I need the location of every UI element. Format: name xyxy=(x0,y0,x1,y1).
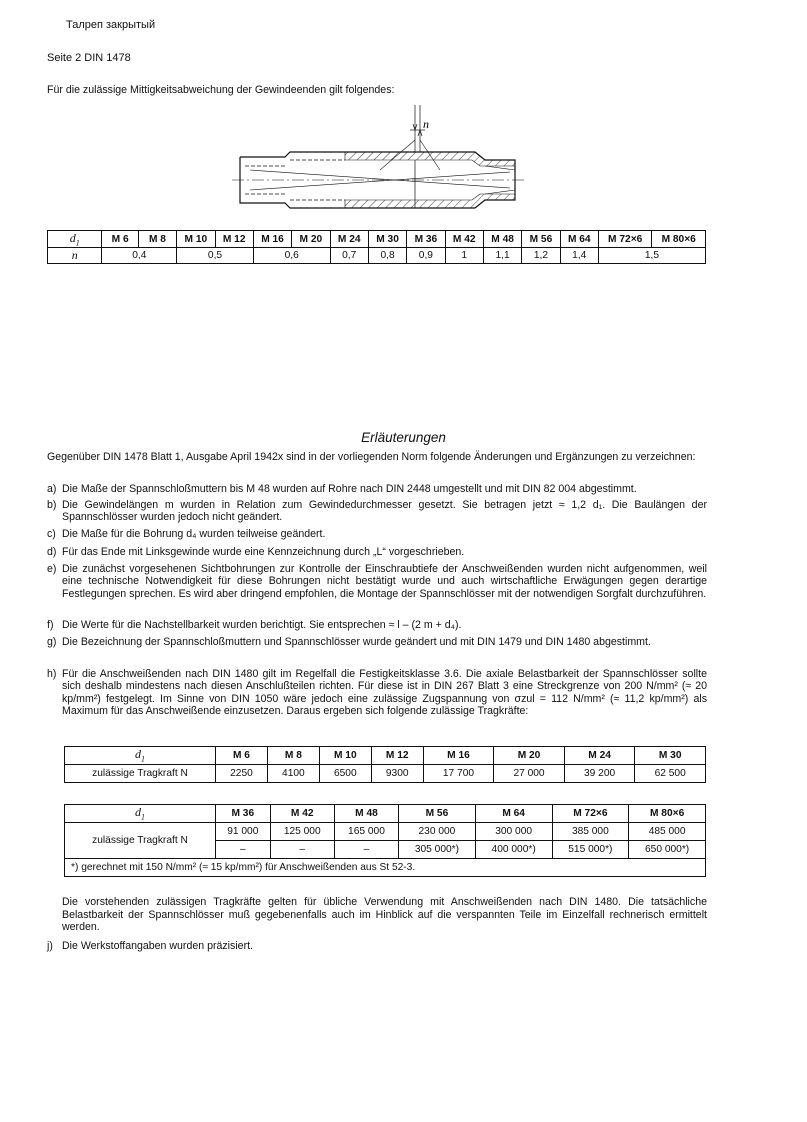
table-row xyxy=(65,859,706,877)
value-cell: 305 000*) xyxy=(399,841,476,859)
value-cell: 650 000*) xyxy=(629,841,706,859)
size-cell: M 64 xyxy=(475,805,552,823)
size-cell: M 24 xyxy=(564,747,635,765)
list-item: a) Die Maße der Spannschloßmuttern bis M 48 wurden auf Rohre nach DIN 2448 umgestellt und mit DIN 82 004 abgestimmt. xyxy=(47,483,637,495)
header-d1: $d_1$ xyxy=(48,231,102,248)
table-footnote: *) gerechnet mit 150 N/mm² (≈ 15 kp/mm²) für Anschweißenden aus St 52-3. xyxy=(65,859,706,877)
n-value: 1,2 xyxy=(522,248,560,264)
list-item: c) Die Maße für die Bohrung d₄ wurden teilweise geändert. xyxy=(47,528,326,540)
size-cell: M 6 xyxy=(102,231,138,248)
table-row xyxy=(48,231,706,248)
size-cell: M 8 xyxy=(267,747,319,765)
size-cell: M 20 xyxy=(292,231,330,248)
n-value: 0,5 xyxy=(177,248,254,264)
value-cell: 4100 xyxy=(267,765,319,783)
value-cell: 300 000 xyxy=(475,823,552,841)
n-value: 0,8 xyxy=(368,248,406,264)
size-cell: M 12 xyxy=(215,231,253,248)
list-item: g) Die Bezeichnung der Spannschloßmuttern und Spannschlösser wurde geändert und mit DIN 1479 und DIN 1480 abgestimmt. xyxy=(47,636,651,648)
value-cell: 165 000 xyxy=(334,823,398,841)
size-cell: M 10 xyxy=(319,747,371,765)
list-item: b) Die Gewindelängen m wurden in Relation zum Gewindedurchmesser gesetzt. Sie betragen jetzt ≈ 1,2 d₁. Die Baulängen der Spannschlösser wurden jedoch nicht geändert. xyxy=(47,499,707,524)
table-row xyxy=(65,765,706,783)
size-cell: M 30 xyxy=(368,231,406,248)
n-value: 1,4 xyxy=(560,248,598,264)
size-cell: M 16 xyxy=(423,747,494,765)
size-cell: M 24 xyxy=(330,231,368,248)
turnbuckle-drawing xyxy=(230,100,530,210)
header-n: n xyxy=(48,248,102,264)
table-row xyxy=(65,823,706,841)
size-cell: M 12 xyxy=(371,747,423,765)
n-value: 1 xyxy=(445,248,483,264)
size-cell: M 6 xyxy=(216,747,268,765)
value-cell: 91 000 xyxy=(216,823,271,841)
load-table-large xyxy=(64,804,706,877)
table-row xyxy=(65,805,706,823)
value-cell: 385 000 xyxy=(552,823,629,841)
header-d1: $d_1$ xyxy=(65,805,216,823)
n-value: 0,9 xyxy=(407,248,445,264)
size-cell: M 36 xyxy=(407,231,445,248)
value-cell: 485 000 xyxy=(629,823,706,841)
section-heading: Erläuterungen xyxy=(361,430,446,445)
size-cell: M 30 xyxy=(635,747,706,765)
n-value: 0,6 xyxy=(253,248,330,264)
list-item: f) Die Werte für die Nachstellbarkeit wurden berichtigt. Sie entsprechen ≈ l – (2 m + d₄). xyxy=(47,619,462,631)
header-d1: $d_1$ xyxy=(65,747,216,765)
list-item: d) Für das Ende mit Linksgewinde wurde eine Kennzeichnung durch „L“ vorgeschrieben. xyxy=(47,546,465,558)
n-value: 0,7 xyxy=(330,248,368,264)
page-reference: Seite 2 DIN 1478 xyxy=(47,52,131,64)
n-value: 1,1 xyxy=(483,248,521,264)
list-item: j) Die Werkstoffangaben wurden präzisiert. xyxy=(47,940,253,952)
size-cell: M 48 xyxy=(483,231,521,248)
after-table-text: Die vorstehenden zulässigen Tragkräfte gelten für übliche Verwendung mit Anschweißenden nach DIN 1480. Die tatsächliche Belastbarkeit der Spannschlösser muß gegebenenfalls auch im Hinblick auf die verspannten Teile im Einzelfall rechnerisch ermittelt werden. xyxy=(62,896,707,934)
value-cell: 230 000 xyxy=(399,823,476,841)
value-cell: 9300 xyxy=(371,765,423,783)
size-cell: M 48 xyxy=(334,805,398,823)
list-item: e) Die zunächst vorgesehenen Sichtbohrungen zur Kontrolle der Einschraubtiefe der Anschweißenden wurden nicht aufgenommen, weil eine technische Notwendigkeit für diese Bohrungen nicht bestätigt wurde und auch wirtschaftliche Erwägungen gegen derartige Festlegungen sprechen. Es wird aber dringend empfohlen, die Montage der Spannschlösser mit der notwendigen Sorgfalt durchzuführen. xyxy=(47,563,707,600)
size-cell: M 8 xyxy=(138,231,176,248)
value-cell: 400 000*) xyxy=(475,841,552,859)
deviation-table xyxy=(47,230,706,264)
size-cell: M 80×6 xyxy=(652,231,706,248)
size-cell: M 56 xyxy=(522,231,560,248)
size-cell: M 10 xyxy=(177,231,215,248)
row-label: zulässige Tragkraft N xyxy=(65,765,216,783)
dimension-label: n xyxy=(423,117,429,131)
size-cell: M 16 xyxy=(253,231,291,248)
value-cell: 2250 xyxy=(216,765,268,783)
size-cell: M 42 xyxy=(445,231,483,248)
load-table-small xyxy=(64,746,706,783)
value-cell: 125 000 xyxy=(270,823,334,841)
handwritten-note: Талреп закрытый xyxy=(66,19,156,31)
section-intro: Gegenüber DIN 1478 Blatt 1, Ausgabe April 1942x sind in der vorliegenden Norm folgende Änderungen und Ergänzungen zu verzeichnen: xyxy=(47,451,696,463)
value-cell: – xyxy=(270,841,334,859)
size-cell: M 64 xyxy=(560,231,598,248)
list-item: h) Für die Anschweißenden nach DIN 1480 gilt im Regelfall die Festigkeitsklasse 3.6. Die axiale Belastbarkeit der Spannschlösser sollte sich deshalb mindestens nach diesen Anschlußteilen richten. Für diese ist in DIN 267 Blatt 3 eine Streckgrenze von 200 N/mm² (≈ 20 kp/mm²) festgelegt. Im Sinne von DIN 1050 wäre jedoch eine zulässige Zugspannung von σzul = 112 N/mm² (≈ 11,2 kp/mm²) als Maximum für das Anschweißende einzusetzen. Daraus ergeben sich folgende zulässige Tragkräfte: xyxy=(47,668,707,718)
size-cell: M 20 xyxy=(494,747,565,765)
size-cell: M 72×6 xyxy=(598,231,651,248)
table-row xyxy=(65,747,706,765)
value-cell: 62 500 xyxy=(635,765,706,783)
size-cell: M 80×6 xyxy=(629,805,706,823)
intro-text: Für die zulässige Mittigkeitsabweichung der Gewindeenden gilt folgendes: xyxy=(47,84,395,96)
n-value: 1,5 xyxy=(598,248,705,264)
row-label: zulässige Tragkraft N xyxy=(65,823,216,859)
value-cell: 27 000 xyxy=(494,765,565,783)
size-cell: M 36 xyxy=(216,805,271,823)
size-cell: M 56 xyxy=(399,805,476,823)
value-cell: 17 700 xyxy=(423,765,494,783)
size-cell: M 42 xyxy=(270,805,334,823)
size-cell: M 72×6 xyxy=(552,805,629,823)
value-cell: – xyxy=(334,841,398,859)
value-cell: 6500 xyxy=(319,765,371,783)
value-cell: 515 000*) xyxy=(552,841,629,859)
n-value: 0,4 xyxy=(102,248,177,264)
table-row xyxy=(48,248,706,264)
value-cell: 39 200 xyxy=(564,765,635,783)
value-cell: – xyxy=(216,841,271,859)
